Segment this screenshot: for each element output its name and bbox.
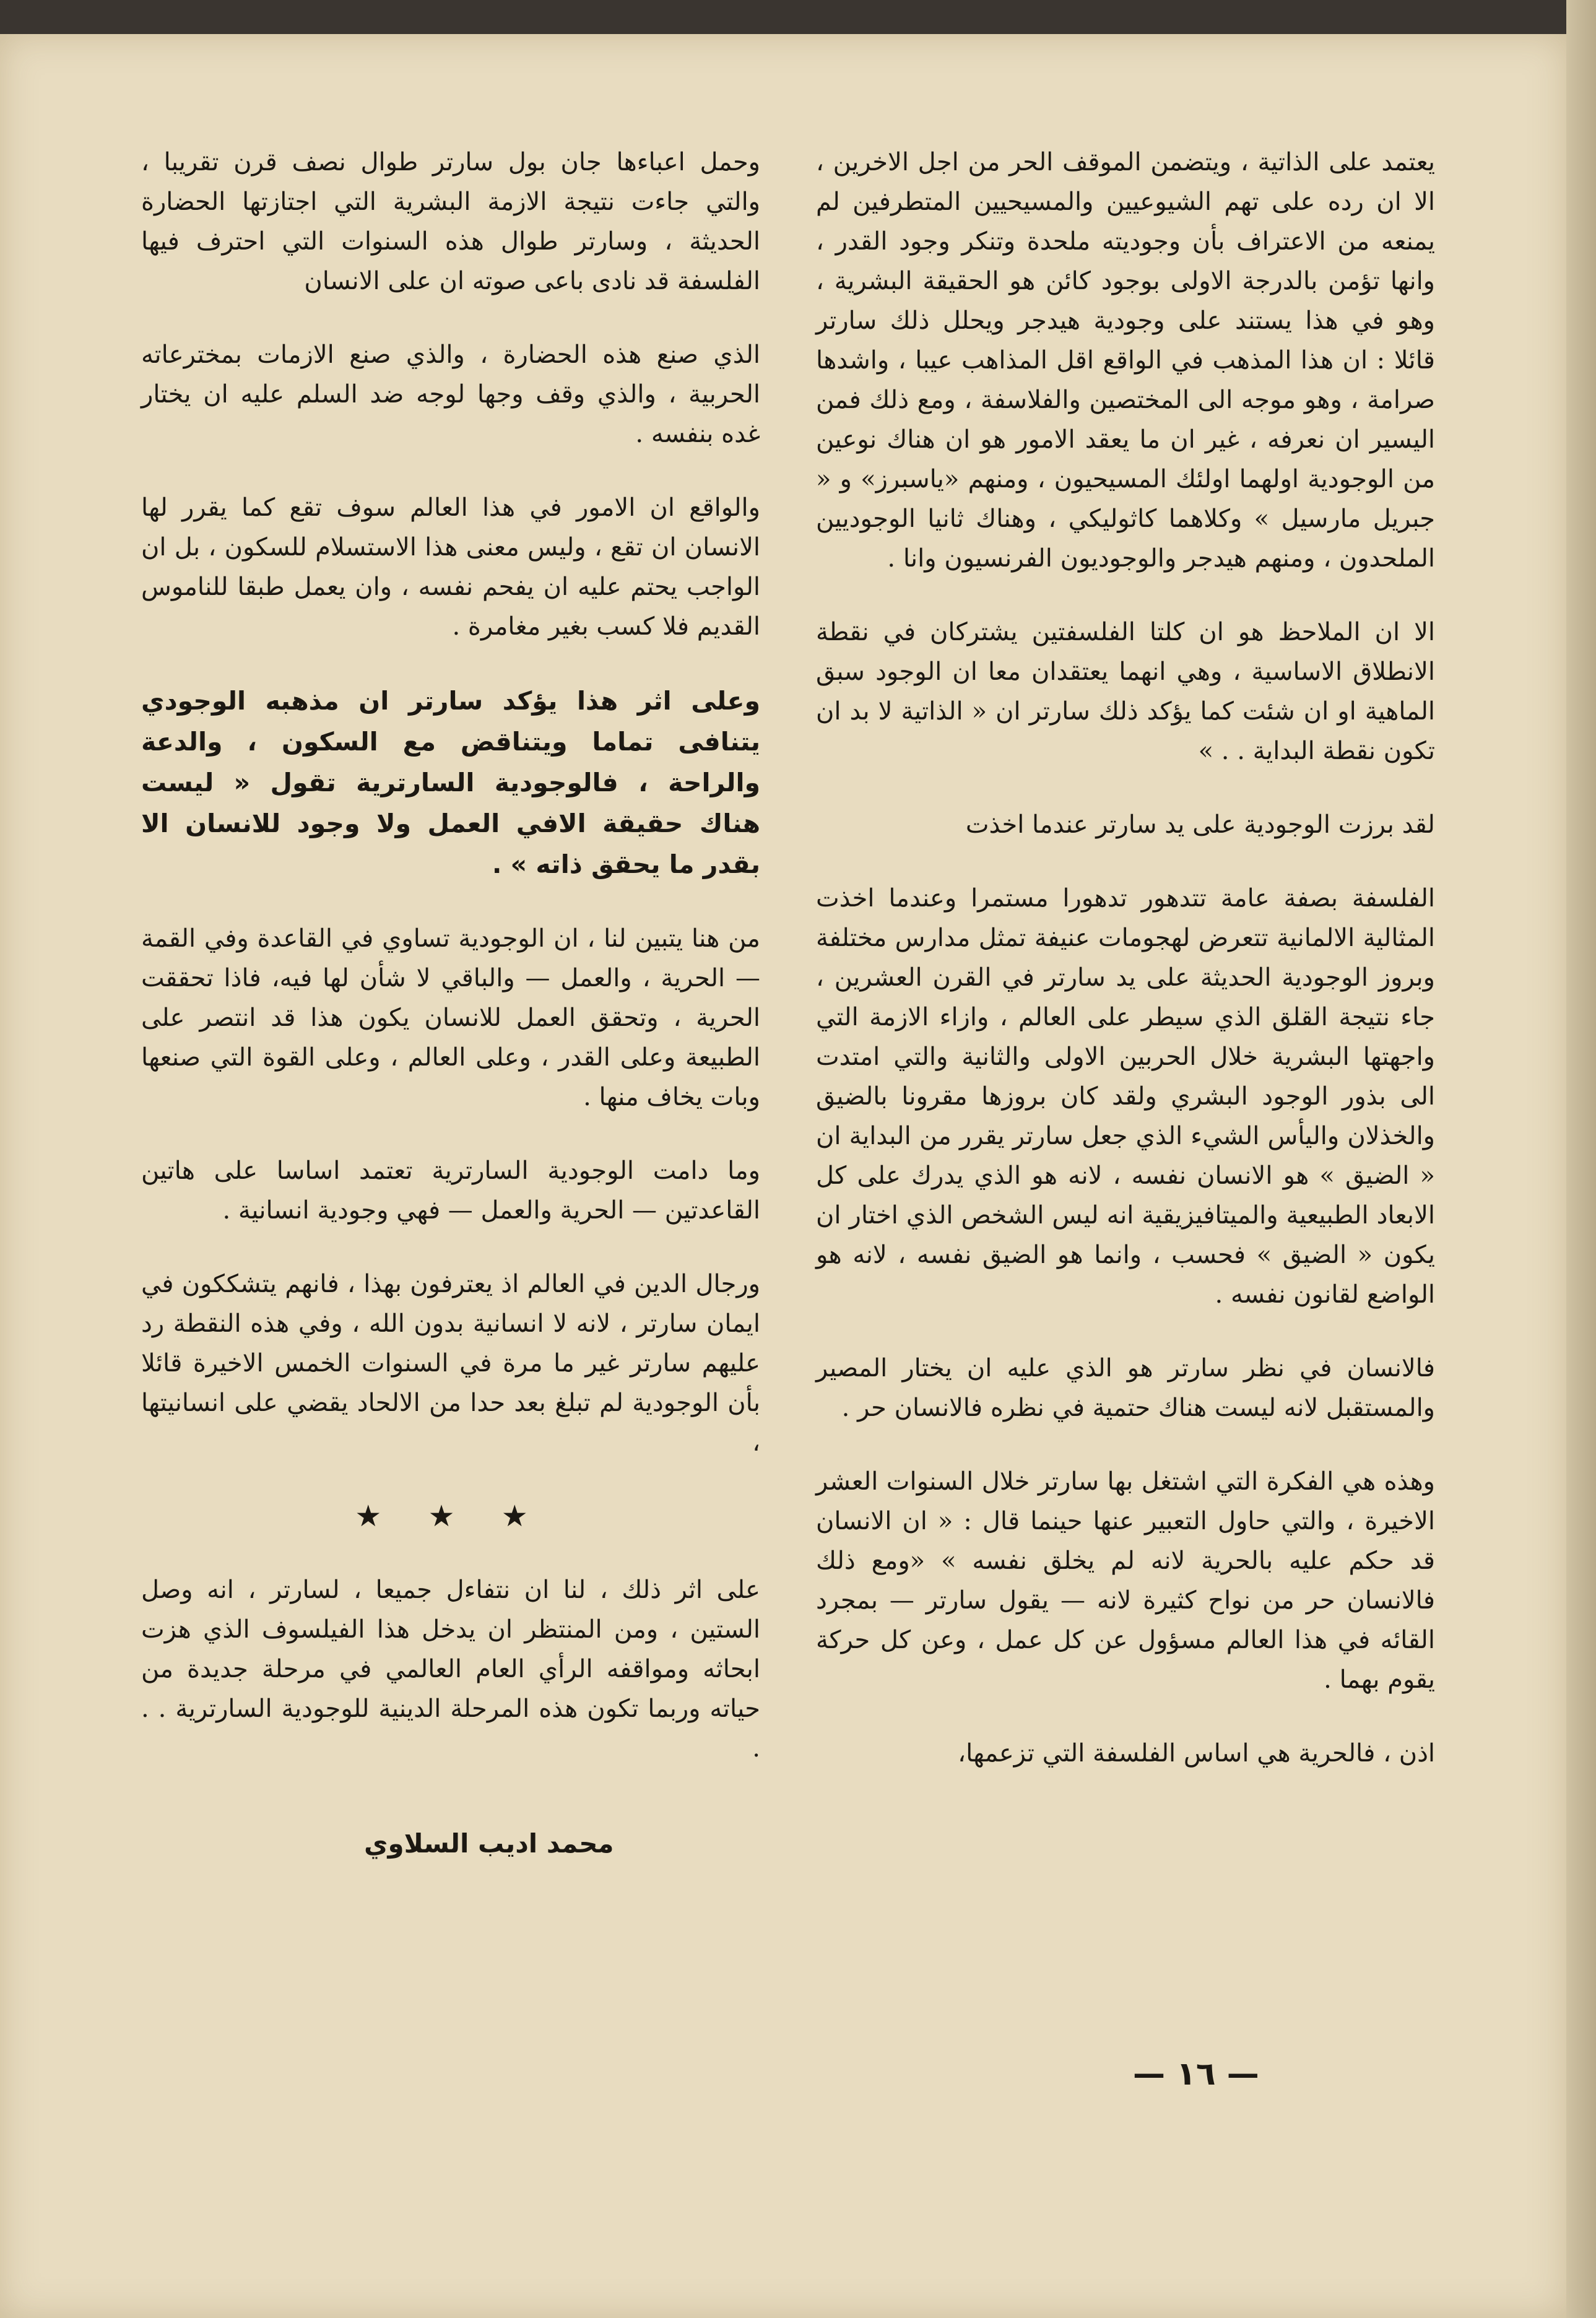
section-separator: ★ ★ ★ bbox=[355, 1499, 547, 1534]
paragraph: لقد برزت الوجودية على يد سارتر عندما اخذت bbox=[965, 810, 1435, 839]
paragraph: ورجال الدين في العالم اذ يعترفون بهذا ، فانهم يتشككون في ايمان سارتر ، لانه لا انسانية بدون الله ، وفي هذه النقطة رد عليهم سارتر غير ما مرة في السنوات الخمس الاخيرة قائلا بأن الوجودية لم تبلغ بعد حدا من الالحاد يقضي على انسانيتها ، bbox=[141, 1270, 760, 1457]
paragraph: وحمل اعباءها جان بول سارتر طوال نصف قرن تقريبا ، والتي جاءت نتيجة الازمة البشرية التي اجتازتها الحضارة الحديثة ، وسارتر طوال هذه السنوات التي احترف فيها الفلسفة قد نادى باعى صوته ان على الانسان bbox=[141, 148, 760, 295]
paragraph: وهذه هي الفكرة التي اشتغل بها سارتر خلال السنوات العشر الاخيرة ، والتي حاول التعبير عنها حينما قال : « ان الانسان قد حكم عليه بالحرية لانه لم يخلق نفسه » «ومع ذلك فالانسان حر من نواح كثيرة لانه — يقول سارتر — بمجرد القائه في هذا العالم مسؤول عن كل عمل ، وعن كل حركة يقوم بهما . bbox=[816, 1467, 1436, 1694]
paragraph: يعتمد على الذاتية ، ويتضمن الموقف الحر من اجل الاخرين ، الا ان رده على تهم الشيوعيين والمسيحيين المتطرفين لم يمنعه من الاعتراف بأن وجوديته ملحدة وتنكر وجود القدر ، وانها تؤمن بالدرجة الاولى بوجود كائن هو الحقيقة البشرية ، وهو في هذا يستند على وجودية هيدجر ويحلل ذلك سارتر قائلا : ان هذا المذهب في الواقع اقل المذاهب عيبا ، واشدها صرامة ، وهو موجه الى المختصين والفلاسفة ، ومع ذلك فمن اليسير ان نعرفه ، غير ان ما يعقد الامور هو ان هناك نوعين من الوجودية اولهما اولئك المسيحيون ، ومنهم «ياسبرز» و « جبريل مارسيل » وكلاهما كاثوليكي ، وهناك ثانيا الوجوديين الملحدون ، ومنهم هيدجر والوجوديون الفرنسيون وانا . bbox=[816, 148, 1436, 573]
paragraph: الفلسفة بصفة عامة تتدهور تدهورا مستمرا وعندما اخذت المثالية الالمانية تتعرض لهجومات عنيفة تمثل مدارس مختلفة وبروز الوجودية الحديثة على يد سارتر في القرن العشرين ، جاء نتيجة القلق الذي سيطر على العالم ، وازاء الازمة التي واجهتها البشرية خلال الحربين الاولى والثانية والتي امتدت الى بذور الوجود البشري ولقد كان بروزها مقرونا بالضيق والخذلان واليأس الشيء الذي جعل سارتر يقرر من البداية ان « الضيق » هو الانسان نفسه ، لانه هو الذي يدرك على كل الابعاد الطبيعية والميتافيزيقية انه ليس الشخص الذي اختار ان يكون « الضيق » فحسب ، وانما هو الضيق نفسه ، لانه هو الواضع لقانون نفسه . bbox=[816, 884, 1435, 1309]
paragraph: من هنا يتبين لنا ، ان الوجودية تساوي في القاعدة وفي القمة — الحرية ، والعمل — والباقي لا شأن لها فيه، فاذا تحققت الحرية ، وتحقق العمل للانسان يكون هذا قد انتصر على الطبيعة وعلى القدر ، وعلى العالم ، وعلى القوة التي صنعها وبات يخاف منها . bbox=[141, 924, 761, 1111]
paragraph: الا ان الملاحظ هو ان كلتا الفلسفتين يشتركان في نقطة الانطلاق الاساسية ، وهي انهما يعتقدان معا ان الوجود سبق الماهية او ان شئت كما يؤكد ذلك سارتر ان « الذاتية لا بد ان تكون نقطة البداية . . » bbox=[816, 618, 1435, 765]
paragraph: فالانسان في نظر سارتر هو الذي عليه ان يختار المصير والمستقبل لانه ليست هناك حتمية في نظره فالانسان حر . bbox=[816, 1354, 1435, 1422]
page-edge bbox=[1566, 0, 1596, 2318]
author-signature: محمد اديب السلاوي bbox=[364, 1828, 614, 1859]
left-column bbox=[141, 142, 760, 1864]
paragraph: اذن ، فالحرية هي اساس الفلسفة التي تزعمها، bbox=[958, 1739, 1435, 1768]
paragraph: وما دامت الوجودية السارترية تعتمد اساسا على هاتين القاعدتين — الحرية والعمل — فهي وجودية انسانية . bbox=[141, 1157, 760, 1225]
highlighted-paragraph: وعلى اثر هذا يؤكد سارتر ان مذهبه الوجودي يتنافى تماما ويتناقض مع السكون ، والدعة والراحة ، فالوجودية السارترية تقول « ليست هناك حقيقة الافي العمل ولا وجود للانسان الا بقدر ما يحقق ذاته » . bbox=[141, 686, 760, 879]
paragraph: على اثر ذلك ، لنا ان نتفاءل جميعا ، لسارتر ، انه وصل الستين ، ومن المنتظر ان يدخل هذا الفيلسوف الذي هزت ابحاثه ومواقفه الرأي العام العالمي في مرحلة جديدة من حياته وربما تكون هذه المرحلة الدينية للوجودية السارترية . . . bbox=[141, 1576, 760, 1763]
paragraph: والواقع ان الامور في هذا العالم سوف تقع كما يقرر لها الانسان ان تقع ، وليس معنى هذا الاستسلام للسكون ، بل ان الواجب يحتم عليه ان يفحم نفسه ، وان يعمل طبقا للناموس القديم فلا كسب بغير مغامرة . bbox=[141, 493, 760, 641]
right-column bbox=[816, 142, 1435, 1807]
paragraph: الذي صنع هذه الحضارة ، والذي صنع الازمات بمخترعاته الحربية ، والذي وقف وجها لوجه ضد السلم عليه ان يختار غده بنفسه . bbox=[141, 341, 760, 448]
page-number: — ١٦ — bbox=[1133, 2055, 1259, 2093]
